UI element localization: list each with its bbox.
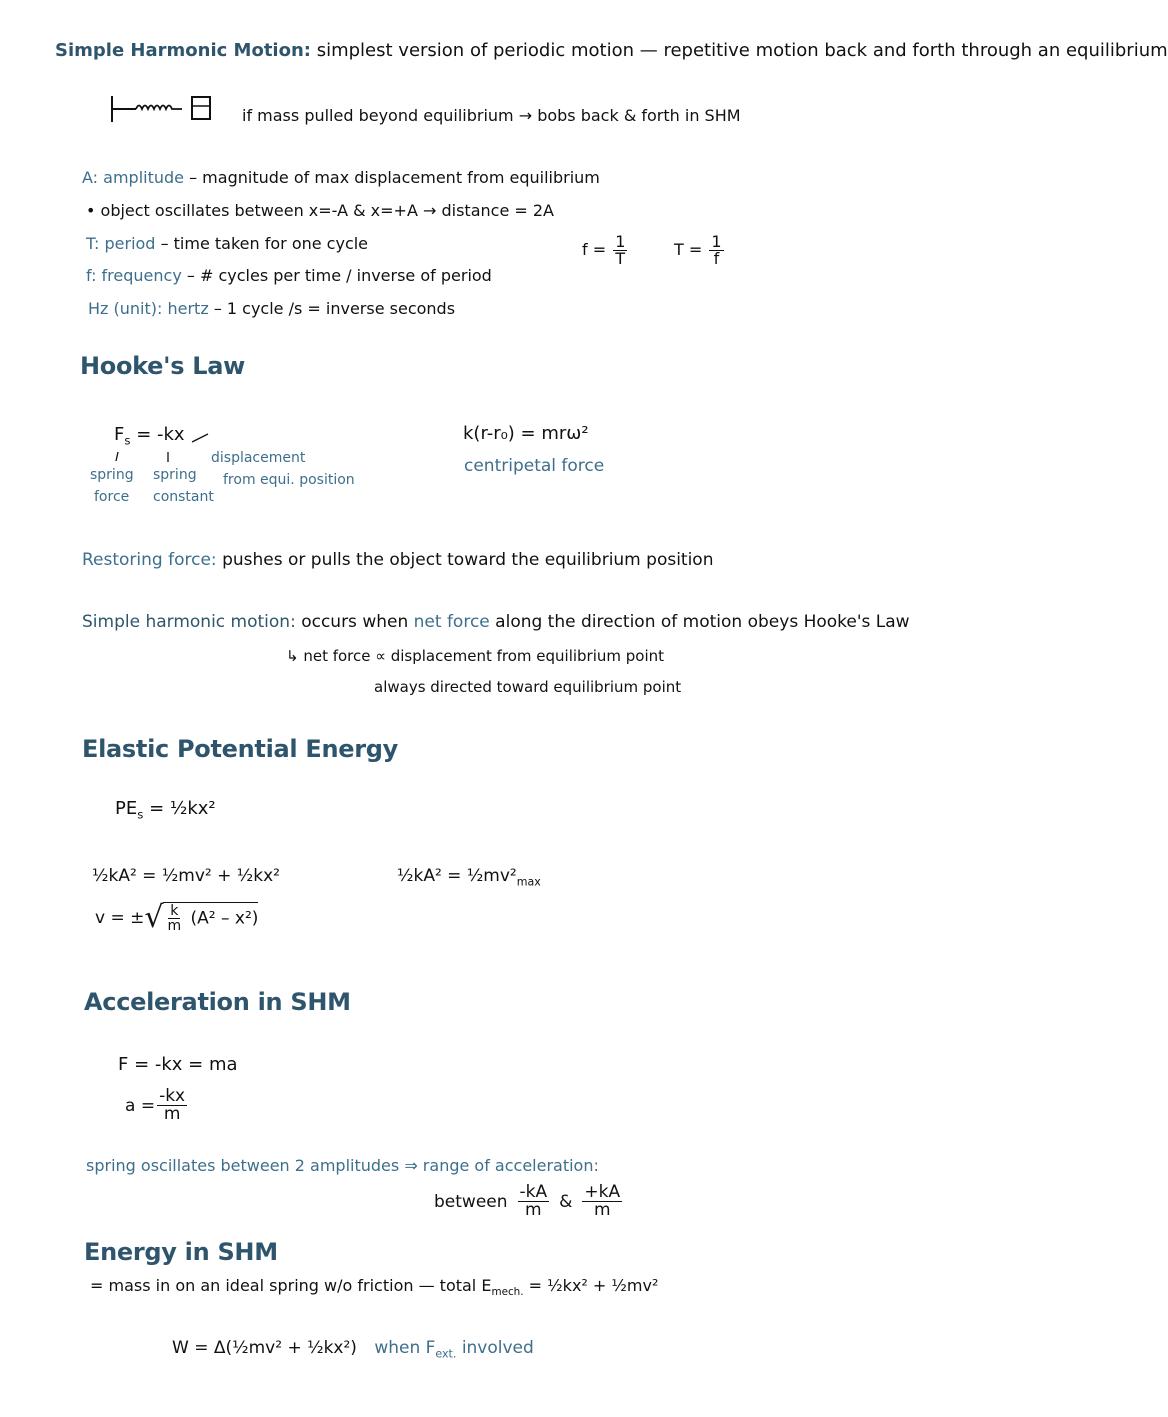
label-displacement-1: displacement bbox=[211, 450, 306, 466]
shm-condition-line bbox=[82, 612, 910, 632]
spring-mass-icon bbox=[108, 92, 218, 126]
label-spring-force bbox=[90, 464, 134, 508]
restoring-def: pushes or pulls the object toward the equilibrium position bbox=[222, 550, 714, 570]
energy-conservation-formula: ½kA² = ½mv² + ½kx² bbox=[92, 866, 280, 886]
work-line bbox=[172, 1338, 534, 1360]
label-spring-force-2: force bbox=[94, 489, 130, 505]
shm-condition-net: net force bbox=[413, 612, 490, 632]
label-spring-constant-1: spring bbox=[153, 467, 197, 483]
label-spring-constant-2: constant bbox=[153, 489, 214, 505]
spring-note: if mass pulled beyond equilibrium → bobs back & forth in SHM bbox=[242, 106, 741, 125]
shm-note-2: always directed toward equilibrium point bbox=[374, 678, 682, 696]
shm-condition-term: Simple harmonic motion: bbox=[82, 612, 296, 632]
velocity-left: v = ± bbox=[95, 907, 145, 928]
label-displacement-2: from equi. position bbox=[223, 472, 355, 488]
t-formula-fraction: $\frac{1}{f}$ bbox=[711, 232, 722, 268]
range-neg-fraction bbox=[518, 1184, 550, 1219]
hooke-formula-f: F bbox=[114, 424, 125, 445]
energy-title: Energy in SHM bbox=[84, 1238, 278, 1266]
velocity-fraction bbox=[165, 904, 183, 933]
period-formula bbox=[674, 234, 726, 267]
shm-title: Simple Harmonic Motion: bbox=[55, 40, 311, 61]
elastic-title: Elastic Potential Energy bbox=[82, 735, 398, 763]
f-formula-fraction: $\frac{1}{T}$ bbox=[615, 232, 626, 268]
range-and: & bbox=[559, 1191, 573, 1212]
velocity-m: m bbox=[167, 918, 182, 934]
label-displacement bbox=[211, 447, 355, 491]
frequency-term: f: frequency bbox=[86, 266, 182, 285]
frequency-def: – # cycles per time / inverse of period bbox=[186, 266, 492, 285]
max-formula-sub: max bbox=[516, 875, 541, 889]
t-formula-left: T = bbox=[674, 240, 703, 259]
work-rest: involved bbox=[461, 1338, 534, 1358]
acceleration-force-formula: F = -kx = ma bbox=[118, 1054, 238, 1075]
shm-condition-1: occurs when bbox=[301, 612, 409, 632]
a-num: -kx bbox=[159, 1086, 186, 1106]
acceleration-range-text: spring oscillates between 2 amplitudes ⇒ range of acceleration: bbox=[86, 1156, 599, 1175]
frequency-line bbox=[86, 266, 492, 285]
acceleration-a-formula bbox=[125, 1088, 189, 1123]
shm-note-1: ↳ net force ∝ displacement from equilibrium point bbox=[286, 647, 665, 665]
hooke-formula-rest: = -kx bbox=[136, 424, 185, 445]
hertz-line bbox=[88, 299, 455, 318]
max-formula: ½kA² = ½mv² bbox=[397, 866, 517, 886]
shm-definition: simplest version of periodic motion — repetitive motion back and forth through an equilibrium bbox=[316, 40, 1168, 61]
f-formula-left: f = bbox=[582, 240, 607, 259]
work-when: when F bbox=[374, 1338, 436, 1358]
hooke-annotation-lines bbox=[100, 428, 220, 468]
label-spring-force-1: spring bbox=[90, 467, 134, 483]
range-neg-den: m bbox=[525, 1200, 542, 1220]
energy-line-sub: mech. bbox=[491, 1286, 524, 1299]
hooke-formula-sub: s bbox=[124, 433, 131, 448]
hertz-def: – 1 cycle /s = inverse seconds bbox=[213, 299, 456, 318]
energy-line bbox=[90, 1276, 658, 1298]
a-fraction bbox=[157, 1088, 187, 1123]
range-pos-den: m bbox=[593, 1200, 611, 1220]
max-velocity-formula bbox=[397, 866, 541, 888]
hertz-term: Hz (unit): hertz bbox=[88, 299, 209, 318]
amplitude-term: A: amplitude bbox=[82, 168, 184, 187]
acceleration-range bbox=[434, 1184, 624, 1219]
velocity-right: (A² – x²) bbox=[190, 908, 259, 929]
range-pos-fraction bbox=[582, 1184, 622, 1219]
amplitude-line bbox=[82, 168, 600, 187]
hooke-title: Hooke's Law bbox=[80, 352, 246, 380]
period-term: T: period bbox=[86, 234, 156, 253]
range-between: between bbox=[434, 1191, 508, 1212]
pe-formula-sub: s bbox=[137, 807, 144, 822]
velocity-radicand bbox=[163, 902, 258, 933]
shm-condition-2: along the direction of motion obeys Hooke's Law bbox=[495, 612, 910, 632]
sqrt-sign: √ bbox=[144, 900, 164, 935]
frequency-formula bbox=[582, 234, 629, 267]
a-left: a = bbox=[125, 1095, 156, 1116]
restoring-force-line bbox=[82, 550, 714, 570]
shm-intro bbox=[55, 40, 1168, 61]
period-def: – time taken for one cycle bbox=[160, 234, 369, 253]
acceleration-title: Acceleration in SHM bbox=[84, 988, 351, 1016]
label-spring-constant bbox=[153, 464, 214, 508]
range-neg-num: -kA bbox=[519, 1182, 548, 1202]
energy-line-rest: = ½kx² + ½mv² bbox=[528, 1276, 659, 1295]
work-formula: W = Δ(½mv² + ½kx²) bbox=[172, 1338, 357, 1358]
pe-formula bbox=[115, 798, 216, 822]
centripetal-formula: k(r-r₀) = mrω² bbox=[463, 423, 589, 444]
restoring-term: Restoring force: bbox=[82, 550, 217, 570]
a-den: m bbox=[163, 1104, 181, 1124]
period-line bbox=[86, 234, 368, 253]
centripetal-label: centripetal force bbox=[464, 456, 605, 476]
oscillation-note: • object oscillates between x=-A & x=+A → distance = 2A bbox=[86, 201, 554, 220]
range-pos-num: +kA bbox=[584, 1182, 621, 1202]
pe-formula-rest: = ½kx² bbox=[149, 798, 216, 819]
pe-formula-pe: PE bbox=[115, 798, 138, 819]
velocity-k: k bbox=[170, 903, 179, 919]
amplitude-def: – magnitude of max displacement from equilibrium bbox=[189, 168, 600, 187]
energy-line-text: = mass in on an ideal spring w/o friction — total E bbox=[90, 1276, 492, 1295]
work-sub: ext. bbox=[435, 1347, 457, 1361]
velocity-formula bbox=[95, 900, 258, 935]
